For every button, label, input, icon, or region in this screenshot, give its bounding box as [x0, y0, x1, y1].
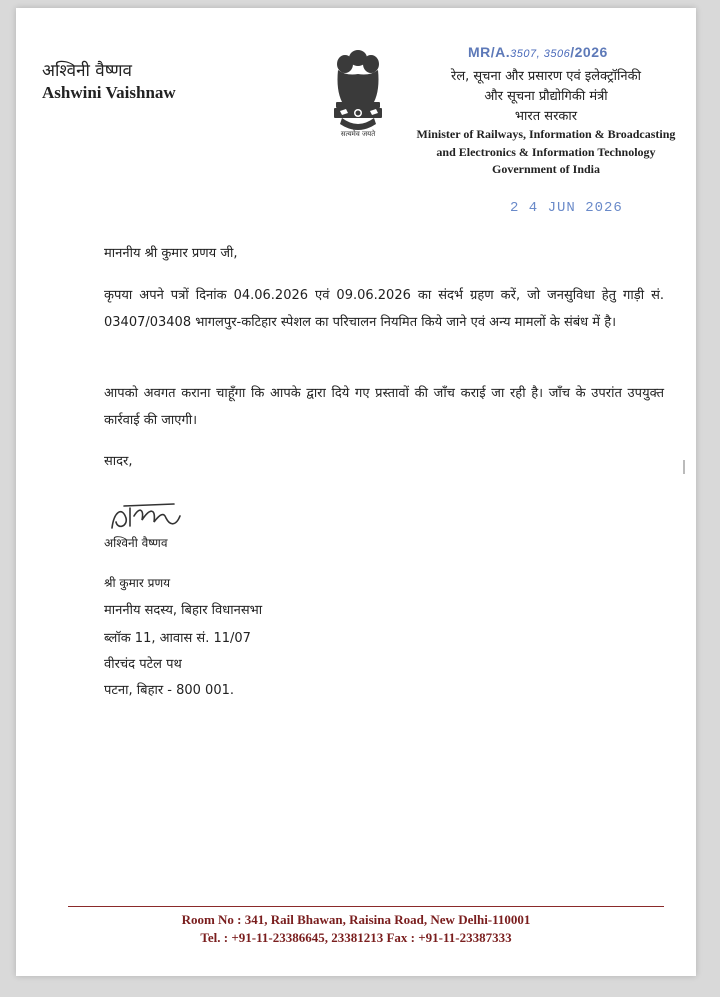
footer-divider — [68, 906, 664, 907]
reference-handwritten: 3507, 3506 — [510, 48, 571, 60]
recipient-line-5: पटना, बिहार - 800 001. — [104, 683, 235, 698]
footer-contact: Tel. : +91-11-23386645, 23381213 Fax : +91-11-23387333 — [200, 930, 512, 945]
letter-paragraph-2: आपको अवगत कराना चाहूँगा कि आपके द्वारा दिये गए प्रस्तावों की जाँच कराई जा रही है। जाँच के उपरांत उपयुक्त कार्रवाई की जाएगी। — [104, 386, 664, 428]
sender-name-english: Ashwini Vaishnaw — [42, 83, 176, 102]
fold-mark — [683, 460, 685, 474]
designation-english-line-3: Government of India — [492, 162, 600, 176]
footer-address: Room No : 341, Rail Bhawan, Raisina Road, New Delhi-110001 — [181, 912, 531, 927]
designation-hindi-line-1: रेल, सूचना और प्रसारण एवं इलेक्ट्रॉनिकी — [451, 69, 641, 84]
letter-page — [16, 8, 696, 976]
signature-name: अश्विनी वैष्णव — [104, 536, 168, 550]
date-stamp: 2 4 JUN 2026 — [510, 200, 623, 216]
emblem-motto: सत्यमेव जयते — [340, 130, 376, 138]
closing: सादर, — [104, 454, 133, 469]
recipient-line-3: ब्लॉक 11, आवास सं. 11/07 — [104, 631, 251, 646]
designation-english-line-2: and Electronics & Information Technology — [436, 145, 656, 159]
sender-name-hindi: अश्विनी वैष्णव — [42, 61, 132, 81]
reference-prefix: MR/A. — [468, 44, 511, 60]
reference-suffix: /2026 — [570, 44, 608, 60]
designation-hindi-line-2: और सूचना प्रौद्योगिकी मंत्री — [484, 89, 608, 104]
letter-paragraph-1: कृपया अपने पत्रों दिनांक 04.06.2026 एवं 09.06.2026 का संदर्भ ग्रहण करें, जो जनसुविधा हेतु गाड़ी सं. 03407/03408 भागलपुर-कटिहार स्पेशल का परिचालन नियमित किये जाने एवं अन्य मामलों के संबंध में है। — [104, 288, 664, 330]
recipient-line-4: वीरचंद पटेल पथ — [104, 657, 182, 672]
designation-english-line-1: Minister of Railways, Information & Broadcasting — [416, 127, 676, 141]
designation-hindi-line-3: भारत सरकार — [514, 109, 578, 124]
recipient-name: श्री कुमार प्रणय — [104, 576, 171, 590]
reference-number — [468, 44, 608, 60]
salutation: माननीय श्री कुमार प्रणय जी, — [104, 246, 238, 261]
recipient-line-2: माननीय सदस्य, बिहार विधानसभा — [104, 603, 263, 618]
